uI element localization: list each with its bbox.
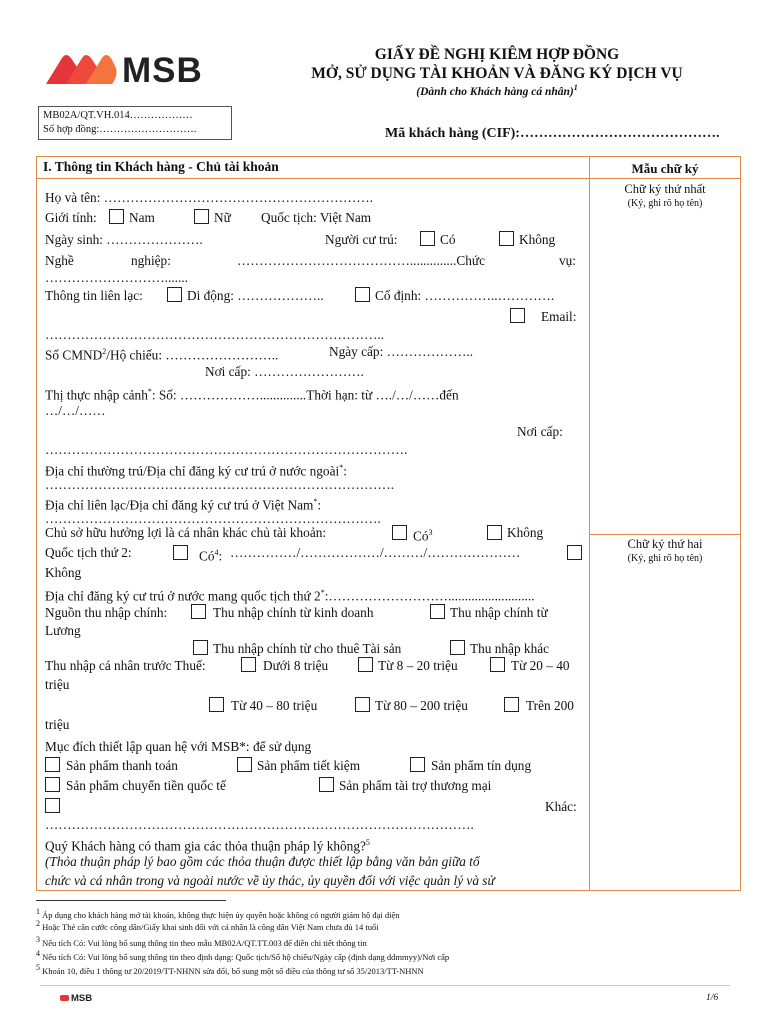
income-other-checkbox[interactable] [450,640,465,655]
second-address-field[interactable]: Địa chỉ đăng ký cư trú ở nước mang quốc tịch thứ 2*:……………………….......................... [45,588,535,604]
income-salary-checkbox[interactable] [430,604,445,619]
income-80-200-label: Từ 80 – 200 triệu [375,698,468,713]
transfer-product-checkbox[interactable] [45,777,60,792]
logo-wordmark: MSB [122,51,203,90]
issue-date-field[interactable]: Ngày cấp: ……………….. [329,344,474,359]
signature-heading: Mẫu chữ ký [631,161,699,176]
credit-product-checkbox[interactable] [410,757,425,772]
income-rent-checkbox[interactable] [193,640,208,655]
footnote-3: $^3$ Nếu tích Có: Vui lòng bổ sung thông tin theo mẫu MB02A/QT.TT.003 để điền chi tiết thông tin [36,935,367,948]
column-divider [589,157,590,890]
contract-number[interactable]: Số hợp đồng:………………………. [43,124,197,135]
income-8-20-label: Từ 8 – 20 triệu [378,658,458,673]
million-label-2: triệu [45,717,70,732]
customer-info-table [36,156,741,891]
form-subtitle: (Dành cho Khách hàng cá nhân)$^1$ [416,83,578,98]
job-label-2: nghiệp: [131,253,171,268]
signature-first-note: (Ký, ghi rõ họ tên) [627,198,703,209]
income-gt200-checkbox[interactable] [504,697,519,712]
beneficial-owner-no-checkbox[interactable] [487,525,502,540]
income-8-20-checkbox[interactable] [358,657,373,672]
income-business-checkbox[interactable] [191,604,206,619]
resident-yes-label: Có [440,232,456,247]
income-source-label: Nguồn thu nhập chính: [45,605,168,620]
reference-box [38,106,232,140]
million-label: triệu [45,677,70,692]
section-heading: I. Thông tin Khách hàng - Chủ tài khoản [43,159,279,174]
signature-first-label: Chữ ký thứ nhất [624,182,706,196]
job-field[interactable]: …………………………………..............Chức [237,253,486,268]
income-gt200-label: Trên 200 [526,698,574,713]
form-title-line2: MỞ, SỬ DỤNG TÀI KHOẢN VÀ ĐĂNG KÝ DỊCH VỤ [311,65,683,82]
second-nationality-no-label: Không [45,565,82,580]
resident-no-label: Không [519,232,556,247]
income-lt8-checkbox[interactable] [241,657,256,672]
second-nationality-field[interactable]: ……………/………………/………/………………… [230,545,521,560]
other-purpose-checkbox[interactable] [45,798,60,813]
email-label: Email: [541,309,577,324]
income-40-80-checkbox[interactable] [209,697,224,712]
footnote-2: $^2$ Hoặc Thẻ căn cước công dân/Giấy khai sinh đối với cá nhân là công dân Việt Nam chưa đủ 14 tuổi [36,919,379,932]
second-nationality-yes-label: $Có^4$: [199,548,223,564]
income-salary-label-2: Lương [45,623,81,638]
signature-middle-divider [589,534,741,535]
form-code: MB02A/QT.VH.014……………… [43,110,193,121]
payment-product-label: Sản phẩm thanh toán [66,758,178,773]
transfer-product-label: Sản phẩm chuyển tiền quốc tế [66,778,226,793]
email-field[interactable]: ………………………………………………………………….. [45,327,385,342]
income-salary-label: Thu nhập chính từ [450,605,548,620]
legal-agreement-question: Quý Khách hàng có tham gia các thỏa thuận pháp lý không?$^5$ [45,838,370,854]
savings-product-label: Sản phẩm tiết kiệm [257,758,361,773]
landline-checkbox[interactable] [355,287,370,302]
legal-agreement-note-1: (Thỏa thuận pháp lý bao gồm các thỏa thuận được thiết lập bằng văn bản giữa tổ [45,854,480,869]
female-checkbox[interactable] [194,209,209,224]
payment-product-checkbox[interactable] [45,757,60,772]
credit-product-label: Sản phẩm tín dụng [431,758,532,773]
contact-address-field[interactable]: …………………………………………………………………. [45,511,381,526]
position-label: vụ: [559,253,576,268]
resident-label: Người cư trú: [325,232,398,247]
issue-place-field[interactable]: Nơi cấp: ……………………. [205,364,364,379]
landline-field[interactable]: Cố định: ……………..…………. [375,288,555,303]
form-title-line1: GIẤY ĐỀ NGHỊ KIÊM HỢP ĐỒNG [374,46,620,63]
gender-label: Giới tính: [45,210,97,225]
header-row-divider [37,178,589,179]
visa-place-label: Nơi cấp: [517,424,563,439]
footer-logo: MSB [60,993,92,1004]
id-number-field[interactable]: Số CMND$^2$/Hộ chiếu: …………………….. [45,347,279,363]
permanent-address-label: Địa chỉ thường trú/Địa chỉ đăng ký cư trú ở nước ngoài*: [45,463,347,479]
trade-product-checkbox[interactable] [319,777,334,792]
visa-place-field[interactable]: ………………………………………………………………………. [45,442,408,457]
income-lt8-label: Dưới 8 triệu [263,658,329,673]
page-number: 1/6 [706,993,719,1003]
footnote-5: $^5$ Khoản 10, điều 1 thông tư 20/2019/TT-NHNN sửa đổi, bổ sung một số điều của thông tư số 35/2013/TT-NHNN [36,963,424,976]
trade-product-label: Sản phẩm tài trợ thương mại [339,778,492,793]
contact-label: Thông tin liên lạc: [45,288,143,303]
male-checkbox[interactable] [109,209,124,224]
savings-product-checkbox[interactable] [237,757,252,772]
income-other-label: Thu nhập khác [470,641,550,656]
nationality-field[interactable]: Quốc tịch: Việt Nam [261,210,372,225]
signature-header-divider [589,178,741,179]
permanent-address-field[interactable]: ……………………………………………………………………. [45,477,395,492]
beneficial-owner-yes-label: $Có^3$ [413,528,433,544]
contact-address-label: Địa chỉ liên lạc/Địa chỉ đăng ký cư trú ở Việt Nam*: [45,497,322,513]
income-80-200-checkbox[interactable] [355,697,370,712]
income-20-40-label: Từ 20 – 40 [511,658,570,673]
msb-logo-mark-icon [44,50,118,90]
position-field[interactable]: ………………………....... [45,270,188,285]
resident-yes-checkbox[interactable] [420,231,435,246]
full-name-field[interactable]: Họ và tên: ……………………………………………………. [45,190,373,205]
beneficial-owner-no-label: Không [507,525,544,540]
mobile-checkbox[interactable] [167,287,182,302]
cif-field[interactable]: Mã khách hàng (CIF):……………………………………. [385,126,720,141]
footer-logo-mark-icon [60,995,69,1001]
msb-logo [44,50,224,92]
beneficial-owner-yes-checkbox[interactable] [392,525,407,540]
signature-second-note: (Ký, ghi rõ họ tên) [627,553,703,564]
footer-divider [40,985,730,986]
second-nationality-no-checkbox[interactable] [567,545,582,560]
email-checkbox[interactable] [510,308,525,323]
beneficial-owner-label: Chủ sở hữu hưởng lợi là cá nhân khác chủ tài khoản: [45,525,327,540]
purpose-label: Mục đích thiết lập quan hệ với MSB*: để sử dụng [45,739,312,754]
footnote-4: $^4$ Nếu tích Có: Vui lòng bổ sung thông tin theo định dạng: Quốc tịch/Số hộ chiếu/Ngày cấp (định dạng ddmmyy)/Nơi cấp [36,949,450,962]
visa-field[interactable]: Thị thực nhập cảnh*: Số: ………………..............Thời hạn: từ …./…/……đến [45,387,459,403]
signature-second-label: Chữ ký thứ hai [627,537,703,551]
second-nationality-yes-checkbox[interactable] [173,545,188,560]
male-label: Nam [129,210,155,225]
job-label: Nghề [45,253,74,268]
second-nationality-label: Quốc tịch thứ 2: [45,545,132,560]
income-20-40-checkbox[interactable] [490,657,505,672]
resident-no-checkbox[interactable] [499,231,514,246]
footnote-divider [36,900,226,901]
mobile-field[interactable]: Di động: ……………….. [187,288,324,303]
income-business-label: Thu nhập chính từ kinh doanh [213,605,374,620]
income-rent-label: Thu nhập chính từ cho thuê Tài sản [213,641,402,656]
footnote-1: $^1$ Áp dụng cho khách hàng mở tài khoản, không thực hiện ủy quyền hoặc không có người giám hộ đại diện [36,907,400,920]
female-label: Nữ [214,210,231,225]
income-40-80-label: Từ 40 – 80 triệu [231,698,318,713]
legal-agreement-note-2: chức và cá nhân trong và ngoài nước về ủy thác, ủy quyền đối với việc quản lý và sử [45,873,495,888]
other-purpose-label: Khác: [545,799,577,814]
visa-end-date[interactable]: …/…/…… [45,403,106,418]
pretax-income-label: Thu nhập cá nhân trước Thuế: [45,658,206,673]
other-purpose-field[interactable]: ……………………………………………………………………………………. [45,817,474,832]
dob-field[interactable]: Ngày sinh: …………………. [45,232,203,247]
